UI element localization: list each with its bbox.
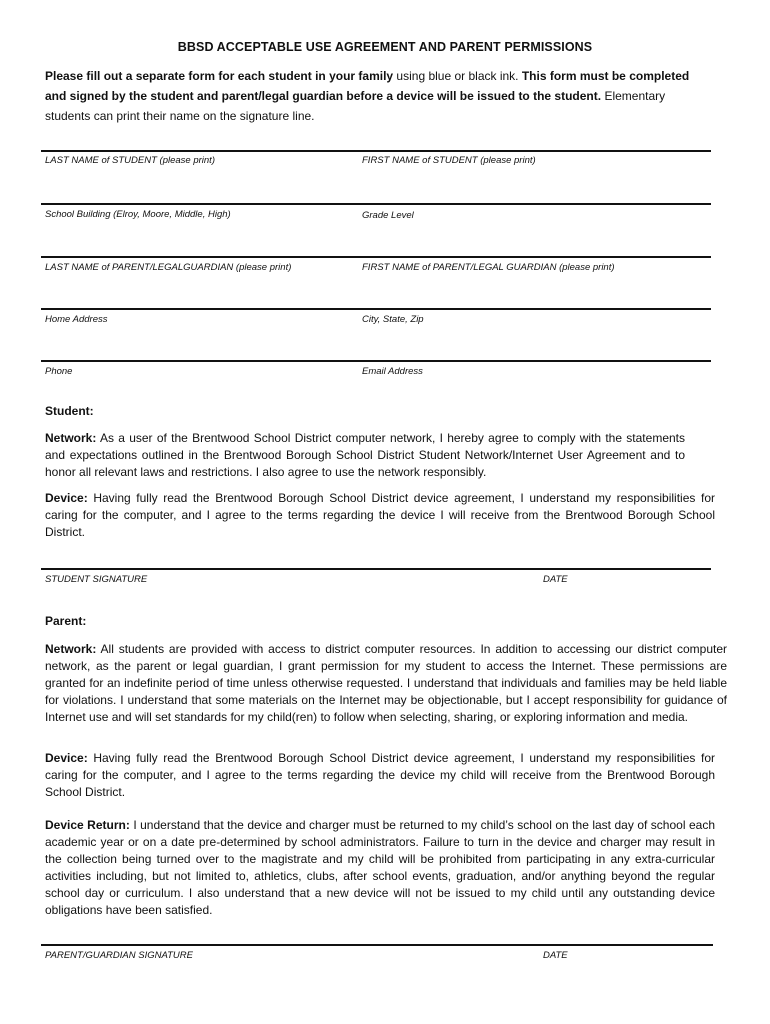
parent-network-text: All students are provided with access to district computer resources. In addition to accessing our district computer network, as the parent or legal guardian, I grant permission for my student to access the Internet. These permissions are granted for an indefinite period of time unless otherwise requested. I understand that individuals and families may be held liable for violations. I understand that some materials on the Internet may be objectionable, but I accept responsibility for guidance of Internet use and will set standards for my child(ren) to follow when selecting, sharing, or exploring information and media. xyxy=(45,642,727,724)
label-parent-last-name: LAST NAME of PARENT/LEGALGUARDIAN (please print) xyxy=(45,262,292,273)
parent-device-text: Having fully read the Brentwood Borough School District device agreement, I understand my responsibilities for caring for the computer, and I agree to the terms regarding the device my child will receive from the Brentwood Borough School District. xyxy=(45,751,715,799)
field-line-phone[interactable] xyxy=(41,360,711,362)
label-student-last-name: LAST NAME of STUDENT (please print) xyxy=(45,155,215,166)
page-title: BBSD ACCEPTABLE USE AGREEMENT AND PARENT PERMISSIONS xyxy=(177,40,593,54)
field-line-parent-name[interactable] xyxy=(41,256,711,258)
parent-signature-label: PARENT/GUARDIAN SIGNATURE xyxy=(45,950,193,961)
instructions-text-2: Elementary students can print their name on the signature line. xyxy=(45,89,666,123)
parent-device-return-label: Device Return: xyxy=(45,818,130,832)
parent-device-return-text: I understand that the device and charger must be returned to my child’s school on the last day of school each academic year or on a date pre-determined by school administrators. Failure to turn in the device and charger may result in the collection being turned over to the magistrate and my child will be prohibited from participating in any extra-curricular activities including, but not limited to, athletics, clubs, after school events, graduation, and/or anything beyond the regular school day or curriculum. I also understand that a new device will not be issued to my child until any outstanding device obligations have been satisfied. xyxy=(45,818,715,917)
student-signature-line[interactable] xyxy=(41,568,711,570)
instructions-bold-2: This form must be completed and signed by the student and parent/legal guardian before a device will be issued to the student. xyxy=(45,69,690,103)
student-date-label: DATE xyxy=(543,574,568,585)
field-line-student-name[interactable] xyxy=(41,150,711,152)
student-heading: Student: xyxy=(45,404,94,418)
label-student-first-name: FIRST NAME of STUDENT (please print) xyxy=(362,155,536,166)
label-grade-level: Grade Level xyxy=(362,210,414,221)
student-device-paragraph xyxy=(45,490,715,541)
field-line-school-building[interactable] xyxy=(41,203,711,205)
parent-network-label: Network: xyxy=(45,642,97,656)
student-network-label: Network: xyxy=(45,431,97,445)
parent-network-paragraph xyxy=(45,641,727,726)
parent-device-paragraph xyxy=(45,750,715,801)
instructions-bold-1: Please fill out a separate form for each student in your family xyxy=(45,69,394,83)
label-phone: Phone xyxy=(45,366,73,377)
parent-device-return-paragraph xyxy=(45,817,715,919)
student-network-text: As a user of the Brentwood School District computer network, I hereby agree to comply with the statements and expectations outlined in the Brentwood Borough School District Student Network/Internet User Agreement and to honor all relevant laws and restrictions. I also agree to use the network responsibly. xyxy=(45,431,685,479)
instructions xyxy=(45,66,710,126)
student-device-label: Device: xyxy=(45,491,88,505)
label-school-building: School Building (Elroy, Moore, Middle, High) xyxy=(45,209,231,220)
student-network-paragraph xyxy=(45,430,685,481)
parent-heading: Parent: xyxy=(45,614,87,628)
parent-device-label: Device: xyxy=(45,751,88,765)
label-home-address: Home Address xyxy=(45,314,108,325)
student-device-text: Having fully read the Brentwood Borough School District device agreement, I understand my responsibilities for caring for the computer, and I agree to the terms regarding the device I will receive from the Brentwood Borough School District. xyxy=(45,491,715,539)
label-parent-first-name: FIRST NAME of PARENT/LEGAL GUARDIAN (please print) xyxy=(362,262,615,273)
label-city-state-zip: City, State, Zip xyxy=(362,314,424,325)
instructions-text-1: using blue or black ink. xyxy=(393,69,522,83)
parent-date-label: DATE xyxy=(543,950,568,961)
label-email-address: Email Address xyxy=(362,366,423,377)
student-signature-label: STUDENT SIGNATURE xyxy=(45,574,148,585)
field-line-home-address[interactable] xyxy=(41,308,711,310)
parent-signature-line[interactable] xyxy=(41,944,713,946)
